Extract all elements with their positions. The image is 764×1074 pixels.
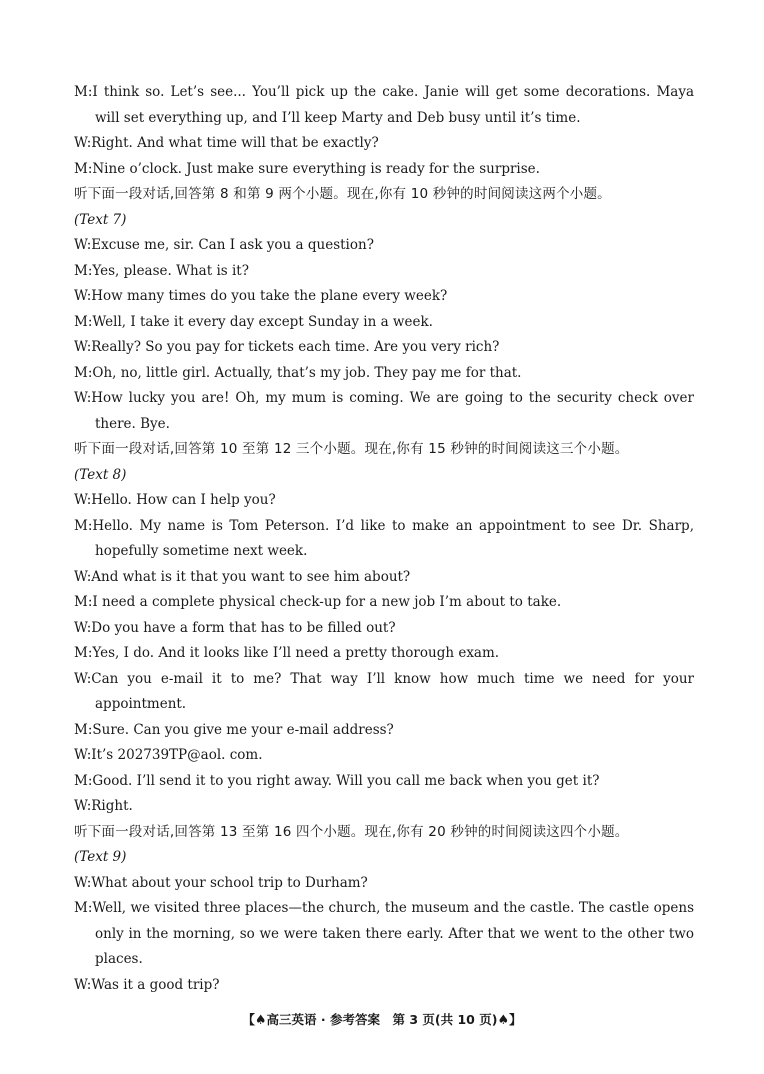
dialogue-line: appointment.	[95, 696, 187, 712]
dialogue-line: hopefully sometime next week.	[95, 543, 308, 559]
dialogue-line: W:Right.	[74, 798, 133, 814]
dialogue-line: M:Nine o’clock. Just make sure everything is ready for the surprise.	[74, 160, 540, 177]
dialogue-line: M:Yes, I do. And it looks like I’ll need a pretty thorough exam.	[74, 645, 500, 661]
dialogue-line: M:Well, we visited three places—the church, the museum and the castle. The castle opens	[74, 900, 694, 916]
section-instruction: 听下面一段对话,回答第 10 至第 12 三个小题。现在,你有 15 秒钟的时间阅读这三个小题。	[74, 441, 629, 457]
dialogue-line: W:And what is it that you want to see him about?	[74, 568, 411, 585]
section-instruction: 听下面一段对话,回答第 8 和第 9 两个小题。现在,你有 10 秒钟的时间阅读这两个小题。	[74, 186, 611, 202]
dialogue-line: places.	[95, 951, 143, 967]
dialogue-line: will set everything up, and I’ll keep Marty and Deb busy until it’s time.	[95, 109, 581, 126]
dialogue-line: W:Can you e-mail it to me? That way I’ll know how much time we need for your	[74, 670, 694, 687]
text-label: (Text 9)	[74, 849, 127, 865]
dialogue-line: M:Oh, no, little girl. Actually, that’s my job. They pay me for that.	[74, 364, 522, 381]
dialogue-line: M:I need a complete physical check-up for a new job I’m about to take.	[74, 594, 562, 610]
page-footer	[0, 1010, 764, 1028]
dialogue-line: W:What about your school trip to Durham?	[74, 874, 368, 891]
dialogue-line: W:Excuse me, sir. Can I ask you a question?	[74, 237, 374, 253]
dialogue-line: W:Was it a good trip?	[74, 976, 220, 993]
dialogue-line: W:Do you have a form that has to be filled out?	[74, 619, 396, 636]
footer-text: 高三英语 · 参考答案 第 3 页(共 10 页)	[266, 1012, 498, 1027]
dialogue-line: W:How many times do you take the plane every week?	[74, 288, 448, 304]
dialogue-line: M:Good. I’ll send it to you right away. Will you call me back when you get it?	[74, 772, 600, 789]
dialogue-line: M:Yes, please. What is it?	[74, 262, 249, 279]
dialogue-line: W:Hello. How can I help you?	[74, 492, 276, 508]
text-label: (Text 8)	[74, 466, 127, 483]
dialogue-line: M:Sure. Can you give me your e-mail address?	[74, 721, 394, 738]
dialogue-line: W:How lucky you are! Oh, my mum is coming. We are going to the security check over	[74, 390, 694, 406]
dialogue-line: there. Bye.	[95, 415, 170, 432]
dialogue-line: M:I think so. Let’s see... You’ll pick up the cake. Janie will get some decorations. Maya	[74, 84, 694, 100]
footer-bracket-open: 【	[242, 1012, 255, 1027]
text-label: (Text 7)	[74, 211, 127, 228]
dialogue-line: M:Well, I take it every day except Sunday in a week.	[74, 313, 433, 330]
dialogue-line: W:Really? So you pay for tickets each time. Are you very rich?	[74, 339, 500, 355]
transcript-body	[74, 80, 694, 998]
dialogue-line: W:It’s 202739TP@aol. com.	[74, 747, 263, 763]
section-instruction: 听下面一段对话,回答第 13 至第 16 四个小题。现在,你有 20 秒钟的时间阅读这四个小题。	[74, 823, 629, 840]
dialogue-line: M:Hello. My name is Tom Peterson. I’d like to make an appointment to see Dr. Sharp,	[74, 517, 694, 534]
spade-icon: ♠	[497, 1013, 510, 1028]
spade-icon: ♠	[254, 1013, 267, 1028]
footer-bracket-close: 】	[509, 1012, 522, 1027]
dialogue-line: only in the morning, so we were taken there early. After that we went to the other two	[95, 925, 694, 942]
dialogue-line: W:Right. And what time will that be exactly?	[74, 135, 379, 151]
